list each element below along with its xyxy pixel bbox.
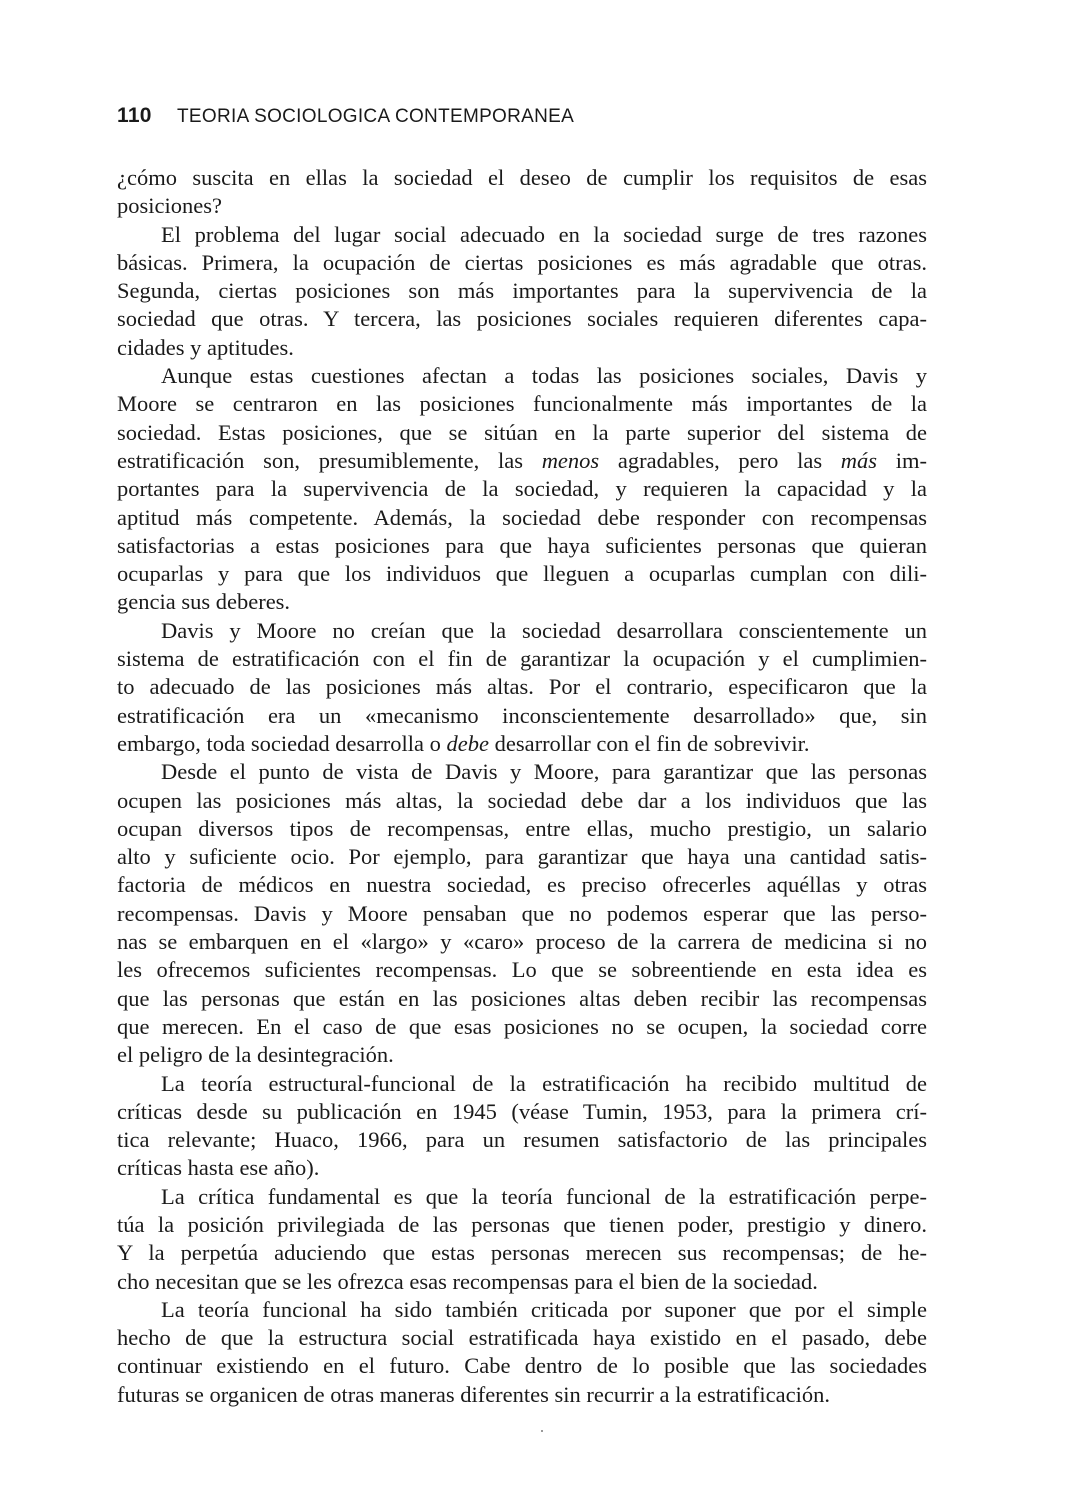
text-line: nas se embarquen en el «largo» y «caro» proceso de la carrera de medicina si no bbox=[117, 929, 927, 955]
text-line: cho necesitan que se les ofrezca esas recompensas para el bien de la sociedad. bbox=[117, 1268, 818, 1294]
text-line: portantes para la supervivencia de la sociedad, y requieren la capacidad y la bbox=[117, 476, 927, 502]
text-line: to adecuado de las posiciones más altas. Por el contrario, especificaron que la bbox=[117, 674, 927, 700]
text-line: La teoría funcional ha sido también criticada por suponer que por el simple bbox=[161, 1296, 927, 1322]
text-line: Davis y Moore no creían que la sociedad desarrollara conscientemente un bbox=[161, 617, 927, 643]
text-line: cidades y aptitudes. bbox=[117, 334, 294, 360]
text-line: críticas desde su publicación en 1945 (véase Tumin, 1953, para la primera crí- bbox=[117, 1098, 927, 1124]
text-line: Moore se centraron en las posiciones funcionalmente más importantes de la bbox=[117, 391, 927, 417]
running-head bbox=[117, 104, 574, 128]
paragraph bbox=[117, 1183, 927, 1296]
text-line: sociedad que otras. Y tercera, las posiciones sociales requieren diferentes capa- bbox=[117, 306, 927, 332]
text-line: continuar existiendo en el futuro. Cabe dentro de lo posible que las sociedades bbox=[117, 1353, 927, 1379]
text-line: básicas. Primera, la ocupación de ciertas posiciones es más agradable que otras. bbox=[117, 249, 927, 275]
text-line: tica relevante; Huaco, 1966, para un resumen satisfactorio de las principales bbox=[117, 1127, 927, 1153]
paragraph bbox=[117, 1070, 927, 1183]
text-line: ¿cómo suscita en ellas la sociedad el deseo de cumplir los requisitos de esas bbox=[117, 165, 927, 190]
running-head-title: TEORIA SOCIOLOGICA CONTEMPORANEA bbox=[177, 106, 575, 127]
text-line: túa la posición privilegiada de las personas que tienen poder, prestigio y dinero. bbox=[117, 1211, 927, 1237]
text-line: recompensas. Davis y Moore pensaban que no podemos esperar que las perso- bbox=[117, 900, 927, 926]
text-line: El problema del lugar social adecuado en la sociedad surge de tres razones bbox=[161, 221, 927, 247]
page-number: 110 bbox=[117, 104, 152, 127]
scan-speck bbox=[541, 1430, 543, 1432]
body-text bbox=[117, 164, 927, 1409]
text-line: sistema de estratificación con el fin de garantizar la ocupación y el cumplimien- bbox=[117, 646, 927, 672]
text-line: ocupan diversos tipos de recompensas, entre ellas, mucho prestigio, un salario bbox=[117, 815, 927, 841]
paragraph bbox=[117, 758, 927, 1069]
text-line: gencia sus deberes. bbox=[117, 589, 291, 615]
text-line: estratificación era un «mecanismo inconscientemente desarrollado» que, sin bbox=[117, 702, 927, 728]
text-line: hecho de que la estructura social estratificada haya existido en el pasado, debe bbox=[117, 1325, 927, 1351]
text-line: que las personas que están en las posiciones altas deben recibir las recompensas bbox=[117, 985, 927, 1011]
text-line: embargo, toda sociedad desarrolla o debe desarrollar con el fin de sobrevivir. bbox=[117, 730, 810, 756]
text-line: Aunque estas cuestiones afectan a todas las posiciones sociales, Davis y bbox=[161, 363, 927, 389]
text-line: Desde el punto de vista de Davis y Moore, para garantizar que las personas bbox=[161, 759, 927, 785]
paragraph bbox=[117, 221, 927, 362]
text-line: les ofrecemos suficientes recompensas. Lo que se sobreentiende en esta idea es bbox=[117, 957, 927, 983]
paragraph bbox=[117, 362, 927, 617]
text-line: el peligro de la desintegración. bbox=[117, 1042, 394, 1068]
text-line: sociedad. Estas posiciones, que se sitúan en la parte superior del sistema de bbox=[117, 419, 927, 445]
paragraph bbox=[117, 1296, 927, 1409]
text-line: ocupen las posiciones más altas, la sociedad debe dar a los individuos que las bbox=[117, 787, 927, 813]
text-line: futuras se organicen de otras maneras diferentes sin recurrir a la estratificación. bbox=[117, 1381, 831, 1407]
text-line: factoria de médicos en nuestra sociedad, es preciso ofrecerles aquéllas y otras bbox=[117, 872, 927, 898]
text-line: La teoría estructural-funcional de la estratificación ha recibido multitud de bbox=[161, 1070, 927, 1096]
text-line: estratificación son, presumiblemente, las menos agradables, pero las más im- bbox=[117, 447, 927, 473]
paragraph bbox=[117, 617, 927, 758]
text-line: satisfactorias a estas posiciones para que haya suficientes personas que quieran bbox=[117, 532, 927, 558]
text-line: ocuparlas y para que los individuos que lleguen a ocuparlas cumplan con dili- bbox=[117, 561, 927, 587]
paragraph bbox=[117, 164, 927, 221]
emphasis: menos bbox=[541, 447, 600, 473]
text-line: La crítica fundamental es que la teoría funcional de la estratificación perpe- bbox=[161, 1183, 927, 1209]
emphasis: más bbox=[840, 447, 878, 473]
text-line: alto y suficiente ocio. Por ejemplo, para garantizar que haya una cantidad satis- bbox=[117, 844, 927, 870]
emphasis: debe bbox=[446, 730, 489, 756]
text-line: Y la perpetúa aduciendo que estas personas merecen sus recompensas; de he- bbox=[117, 1240, 927, 1266]
text-line: críticas hasta ese año). bbox=[117, 1155, 320, 1181]
text-line: que merecen. En el caso de que esas posiciones no se ocupen, la sociedad corre bbox=[117, 1013, 927, 1039]
text-line: posiciones? bbox=[117, 193, 222, 219]
text-line: Segunda, ciertas posiciones son más importantes para la supervivencia de la bbox=[117, 278, 927, 304]
text-line: aptitud más competente. Además, la sociedad debe responder con recompensas bbox=[117, 504, 927, 530]
